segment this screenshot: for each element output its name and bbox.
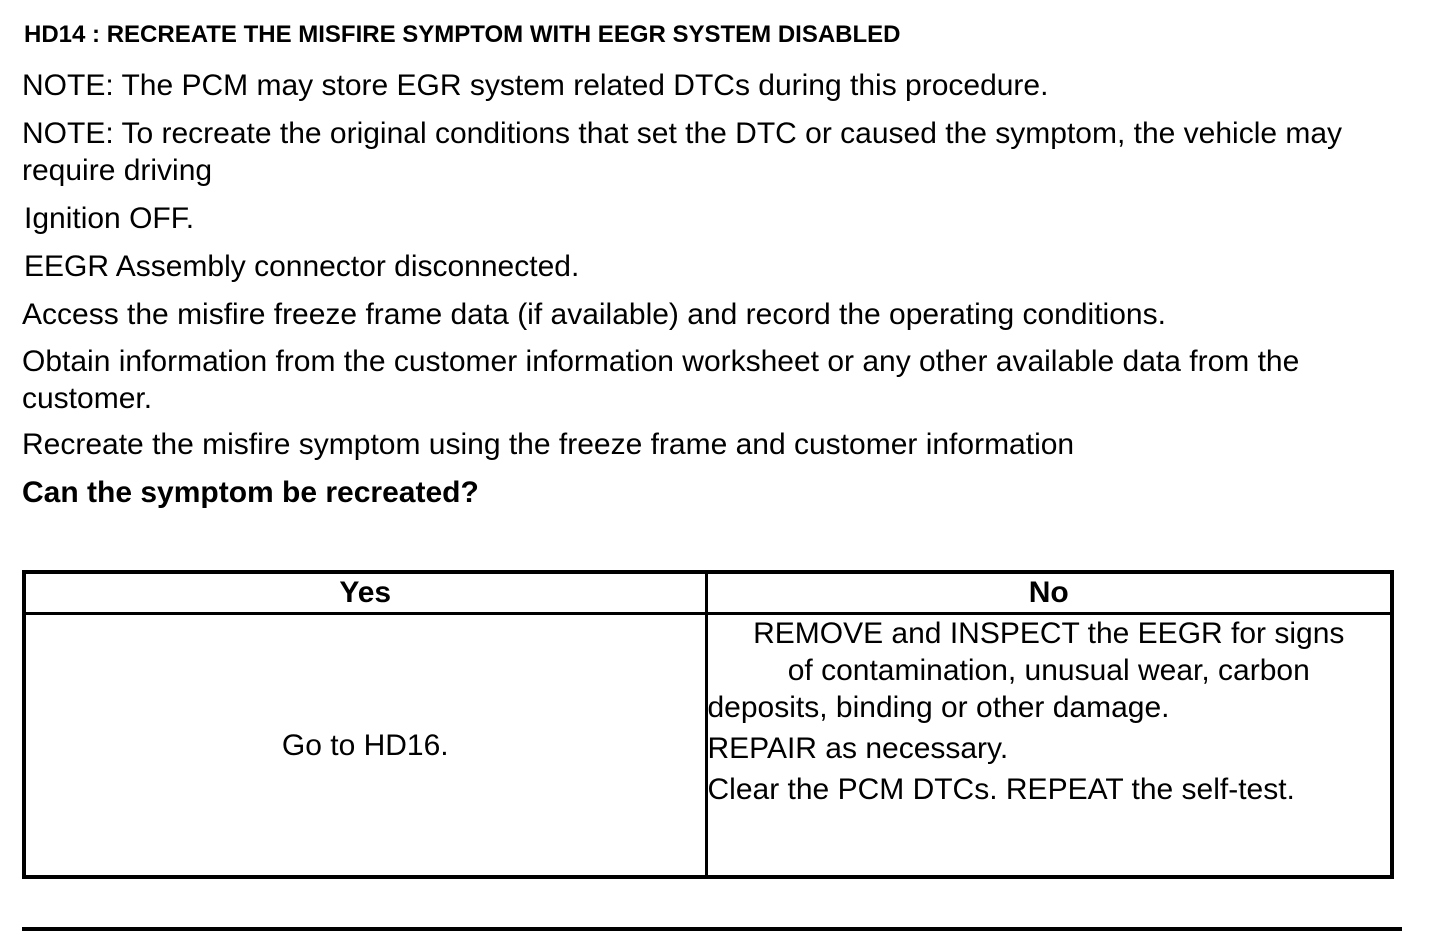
step-title: HD14 : RECREATE THE MISFIRE SYMPTOM WITH EEGR SYSTEM DISABLED: [24, 21, 901, 48]
no-header: No: [706, 572, 1392, 614]
no-action-line: Clear the PCM DTCs. REPEAT the self-test.: [707, 773, 1295, 806]
no-action-cell: [706, 614, 1392, 878]
no-action-line: REMOVE and INSPECT the EEGR for signs: [753, 617, 1345, 650]
step-eegr-disconnected: EEGR Assembly connector disconnected.: [24, 250, 580, 283]
no-action-line: of contamination, unusual wear, carbon: [787, 654, 1310, 687]
decision-question: Can the symptom be recreated?: [22, 476, 479, 509]
no-action-line: REPAIR as necessary.: [707, 732, 1009, 765]
decision-table: [22, 570, 1394, 879]
yes-header: Yes: [24, 572, 706, 614]
no-action-line: deposits, binding or other damage.: [707, 691, 1170, 724]
table-header-row: [24, 572, 1392, 614]
step-customer-info: Obtain information from the customer information worksheet or any other available data from the customer.: [22, 345, 1300, 415]
step-freeze-frame: Access the misfire freeze frame data (if available) and record the operating conditions.: [22, 298, 1166, 331]
step-recreate-symptom: Recreate the misfire symptom using the freeze frame and customer information: [22, 428, 1075, 461]
note-egr-dtcs: NOTE: The PCM may store EGR system related DTCs during this procedure.: [22, 69, 1049, 102]
step-ignition-off: Ignition OFF.: [24, 202, 195, 235]
table-row: [24, 614, 1392, 878]
yes-action: Go to HD16.: [24, 614, 706, 878]
note-recreate-conditions: NOTE: To recreate the original conditions that set the DTC or caused the symptom, the vehicle may require driving: [22, 117, 1343, 187]
bottom-divider: [22, 927, 1402, 931]
